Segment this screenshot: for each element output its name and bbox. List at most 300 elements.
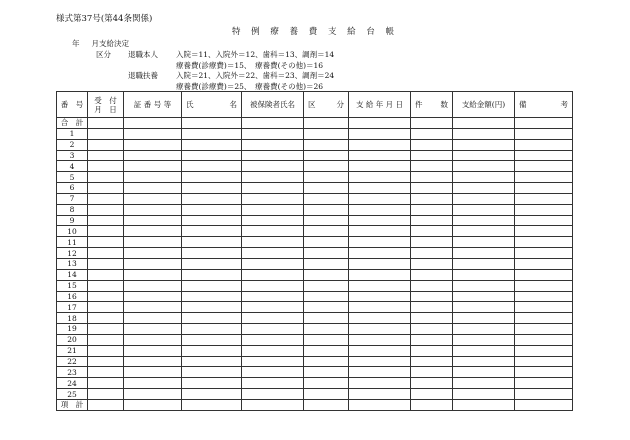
cell[interactable]	[242, 161, 304, 172]
cell[interactable]	[411, 258, 453, 269]
cell[interactable]	[88, 324, 124, 335]
cell[interactable]	[515, 183, 573, 194]
header-name	[182, 92, 242, 118]
table-row	[57, 389, 573, 400]
cell[interactable]	[304, 269, 349, 280]
cell[interactable]	[349, 183, 411, 194]
cell[interactable]	[304, 172, 349, 183]
cell[interactable]	[88, 118, 124, 129]
cell[interactable]	[453, 291, 515, 302]
cell[interactable]	[453, 389, 515, 400]
cell[interactable]	[88, 215, 124, 226]
cell[interactable]	[182, 280, 242, 291]
cell[interactable]	[182, 291, 242, 302]
cell[interactable]	[349, 291, 411, 302]
header-number: 番 号	[57, 92, 88, 118]
cell[interactable]	[242, 237, 304, 248]
table-row	[57, 258, 573, 269]
cell[interactable]	[124, 280, 182, 291]
cell[interactable]	[304, 204, 349, 215]
cell[interactable]	[182, 378, 242, 389]
cell[interactable]	[182, 399, 242, 410]
table-row	[57, 193, 573, 204]
cell[interactable]	[182, 193, 242, 204]
cell[interactable]	[88, 248, 124, 259]
cell[interactable]	[515, 248, 573, 259]
cell[interactable]	[411, 367, 453, 378]
cell[interactable]	[453, 248, 515, 259]
codes-retired-dependent-line2: 療養費(診療費)＝25、 療養費(その他)＝26	[176, 82, 324, 91]
cell[interactable]	[349, 334, 411, 345]
row-number: 15	[57, 280, 88, 291]
cell[interactable]	[124, 128, 182, 139]
cell[interactable]	[349, 204, 411, 215]
cell[interactable]	[411, 291, 453, 302]
cell[interactable]	[124, 367, 182, 378]
cell[interactable]	[242, 193, 304, 204]
decision-line	[72, 38, 129, 49]
cell[interactable]	[124, 193, 182, 204]
decision-year: 年	[72, 39, 80, 48]
header-certificate: 証 番 号 等	[124, 92, 182, 118]
cell[interactable]	[349, 324, 411, 335]
cell[interactable]	[88, 237, 124, 248]
cell[interactable]	[304, 128, 349, 139]
cell[interactable]	[88, 291, 124, 302]
cell[interactable]	[515, 367, 573, 378]
header-count-left: 件	[415, 100, 423, 109]
cell[interactable]	[242, 367, 304, 378]
cell[interactable]	[124, 118, 182, 129]
cell[interactable]	[124, 258, 182, 269]
cell[interactable]	[411, 193, 453, 204]
cell[interactable]	[515, 378, 573, 389]
cell[interactable]	[411, 139, 453, 150]
cell[interactable]	[242, 389, 304, 400]
cell[interactable]	[304, 356, 349, 367]
cell[interactable]	[411, 356, 453, 367]
cell[interactable]	[453, 128, 515, 139]
header-received-bottom: 月 日	[94, 104, 117, 114]
header-count-right: 数	[440, 100, 448, 109]
cell[interactable]	[411, 161, 453, 172]
cell[interactable]	[411, 389, 453, 400]
cell[interactable]	[182, 367, 242, 378]
cell[interactable]	[304, 291, 349, 302]
cell[interactable]	[124, 345, 182, 356]
cell[interactable]	[411, 280, 453, 291]
cell[interactable]	[304, 399, 349, 410]
cell[interactable]	[242, 269, 304, 280]
cell[interactable]	[124, 215, 182, 226]
cell[interactable]	[124, 324, 182, 335]
table-row	[57, 237, 573, 248]
cell[interactable]	[349, 226, 411, 237]
cell[interactable]	[411, 128, 453, 139]
cell[interactable]	[515, 193, 573, 204]
cell[interactable]	[349, 215, 411, 226]
cell[interactable]	[242, 258, 304, 269]
cell[interactable]	[304, 118, 349, 129]
cell[interactable]	[304, 161, 349, 172]
table-row	[57, 367, 573, 378]
cell[interactable]	[304, 389, 349, 400]
cell[interactable]	[349, 237, 411, 248]
cell[interactable]	[453, 334, 515, 345]
cell[interactable]	[515, 226, 573, 237]
cell[interactable]	[453, 345, 515, 356]
cell[interactable]	[515, 324, 573, 335]
cell[interactable]	[515, 389, 573, 400]
cell[interactable]	[453, 399, 515, 410]
cell[interactable]	[88, 183, 124, 194]
cell[interactable]	[349, 118, 411, 129]
cell[interactable]	[515, 128, 573, 139]
cell[interactable]	[515, 204, 573, 215]
cell[interactable]	[124, 139, 182, 150]
cell[interactable]	[453, 183, 515, 194]
header-payment-date: 支 給 年 月 日	[349, 92, 411, 118]
cell[interactable]	[182, 389, 242, 400]
cell[interactable]	[242, 291, 304, 302]
cell[interactable]	[349, 280, 411, 291]
cell[interactable]	[124, 248, 182, 259]
table-row	[57, 139, 573, 150]
cell[interactable]	[124, 356, 182, 367]
cell[interactable]	[515, 334, 573, 345]
cell[interactable]	[88, 378, 124, 389]
header-category-right: 分	[336, 100, 344, 109]
table-row	[57, 269, 573, 280]
cell[interactable]	[88, 172, 124, 183]
total-label: 合 計	[57, 118, 88, 129]
header-amount: 支給金額(円)	[453, 92, 515, 118]
cell[interactable]	[515, 150, 573, 161]
cell[interactable]	[88, 313, 124, 324]
row-number: 17	[57, 302, 88, 313]
cell[interactable]	[453, 367, 515, 378]
cell[interactable]	[453, 237, 515, 248]
cell[interactable]	[88, 302, 124, 313]
cell[interactable]	[453, 193, 515, 204]
cell[interactable]	[453, 150, 515, 161]
ledger-body	[57, 118, 573, 411]
cell[interactable]	[124, 204, 182, 215]
cell[interactable]	[349, 248, 411, 259]
table-row	[57, 128, 573, 139]
cell[interactable]	[515, 313, 573, 324]
cell[interactable]	[242, 128, 304, 139]
header-received-top: 受 付	[94, 95, 117, 105]
cell[interactable]	[88, 193, 124, 204]
cell[interactable]	[182, 302, 242, 313]
cell[interactable]	[515, 215, 573, 226]
cell[interactable]	[242, 280, 304, 291]
row-number: 24	[57, 378, 88, 389]
cell[interactable]	[515, 258, 573, 269]
cell[interactable]	[349, 345, 411, 356]
cell[interactable]	[411, 215, 453, 226]
cell[interactable]	[453, 204, 515, 215]
cell[interactable]	[88, 204, 124, 215]
cell[interactable]	[304, 345, 349, 356]
cell[interactable]	[411, 204, 453, 215]
cell[interactable]	[515, 291, 573, 302]
cell[interactable]	[515, 118, 573, 129]
cell[interactable]	[88, 150, 124, 161]
cell[interactable]	[182, 237, 242, 248]
row-number: 11	[57, 237, 88, 248]
cell[interactable]	[349, 150, 411, 161]
cell[interactable]	[242, 226, 304, 237]
cell[interactable]	[453, 172, 515, 183]
cell[interactable]	[411, 226, 453, 237]
table-row	[57, 324, 573, 335]
cell[interactable]	[182, 324, 242, 335]
cell[interactable]	[304, 302, 349, 313]
header-remarks	[515, 92, 573, 118]
cell[interactable]	[349, 389, 411, 400]
cell[interactable]	[242, 302, 304, 313]
cell[interactable]	[304, 193, 349, 204]
row-number: 23	[57, 367, 88, 378]
cell[interactable]	[453, 118, 515, 129]
cell[interactable]	[304, 183, 349, 194]
cell[interactable]	[182, 183, 242, 194]
header-name-right: 名	[229, 100, 237, 109]
cell[interactable]	[242, 356, 304, 367]
cell[interactable]	[182, 215, 242, 226]
row-number: 10	[57, 226, 88, 237]
cell[interactable]	[349, 302, 411, 313]
cell[interactable]	[349, 313, 411, 324]
cell[interactable]	[515, 269, 573, 280]
cell[interactable]	[242, 215, 304, 226]
cell[interactable]	[88, 280, 124, 291]
cell[interactable]	[88, 139, 124, 150]
cell[interactable]	[182, 172, 242, 183]
row-number: 14	[57, 269, 88, 280]
cell[interactable]	[242, 150, 304, 161]
cell[interactable]	[453, 161, 515, 172]
cell[interactable]	[453, 269, 515, 280]
cell[interactable]	[124, 150, 182, 161]
cell[interactable]	[182, 128, 242, 139]
cell[interactable]	[124, 313, 182, 324]
cell[interactable]	[242, 334, 304, 345]
table-row	[57, 215, 573, 226]
cell[interactable]	[182, 139, 242, 150]
cell[interactable]	[124, 334, 182, 345]
cell[interactable]	[411, 118, 453, 129]
cell[interactable]	[411, 345, 453, 356]
cell[interactable]	[304, 324, 349, 335]
cell[interactable]	[349, 193, 411, 204]
cell[interactable]	[411, 302, 453, 313]
cell[interactable]	[304, 280, 349, 291]
cell[interactable]	[242, 172, 304, 183]
table-row	[57, 313, 573, 324]
cell[interactable]	[88, 161, 124, 172]
subtotal-row	[57, 399, 573, 410]
cell[interactable]	[242, 204, 304, 215]
cell[interactable]	[124, 183, 182, 194]
row-number: 21	[57, 345, 88, 356]
cell[interactable]	[349, 161, 411, 172]
cell[interactable]	[349, 128, 411, 139]
cell[interactable]	[515, 172, 573, 183]
cell[interactable]	[349, 139, 411, 150]
cell[interactable]	[88, 269, 124, 280]
table-row	[57, 356, 573, 367]
row-number: 2	[57, 139, 88, 150]
cell[interactable]	[124, 161, 182, 172]
cell[interactable]	[88, 345, 124, 356]
table-row	[57, 150, 573, 161]
cell[interactable]	[124, 172, 182, 183]
cell[interactable]	[349, 378, 411, 389]
cell[interactable]	[304, 334, 349, 345]
cell[interactable]	[182, 356, 242, 367]
cell[interactable]	[453, 313, 515, 324]
cell[interactable]	[304, 139, 349, 150]
cell[interactable]	[304, 367, 349, 378]
cell[interactable]	[304, 237, 349, 248]
cell[interactable]	[124, 226, 182, 237]
cell[interactable]	[242, 183, 304, 194]
cell[interactable]	[453, 280, 515, 291]
classification-label: 区分	[96, 50, 111, 59]
cell[interactable]	[453, 139, 515, 150]
cell[interactable]	[349, 356, 411, 367]
cell[interactable]	[242, 378, 304, 389]
row-number: 7	[57, 193, 88, 204]
cell[interactable]	[124, 389, 182, 400]
cell[interactable]	[88, 258, 124, 269]
cell[interactable]	[182, 118, 242, 129]
cell[interactable]	[124, 399, 182, 410]
row-number: 20	[57, 334, 88, 345]
cell[interactable]	[515, 237, 573, 248]
cell[interactable]	[453, 226, 515, 237]
cell[interactable]	[453, 258, 515, 269]
cell[interactable]	[411, 172, 453, 183]
cell[interactable]	[453, 302, 515, 313]
cell[interactable]	[242, 313, 304, 324]
cell[interactable]	[124, 237, 182, 248]
cell[interactable]	[182, 345, 242, 356]
cell[interactable]	[242, 248, 304, 259]
cell[interactable]	[88, 389, 124, 400]
cell[interactable]	[242, 345, 304, 356]
cell[interactable]	[411, 248, 453, 259]
cell[interactable]	[124, 302, 182, 313]
header-insured: 被保険者氏名	[242, 92, 304, 118]
cell[interactable]	[349, 269, 411, 280]
cell[interactable]	[242, 118, 304, 129]
cell[interactable]	[411, 183, 453, 194]
row-number: 16	[57, 291, 88, 302]
cell[interactable]	[88, 367, 124, 378]
header-category-left: 区	[308, 100, 316, 109]
cell[interactable]	[242, 324, 304, 335]
cell[interactable]	[304, 258, 349, 269]
subtotal-label: 項 計	[57, 399, 88, 410]
cell[interactable]	[411, 313, 453, 324]
cell[interactable]	[453, 378, 515, 389]
cell[interactable]	[124, 291, 182, 302]
cell[interactable]	[304, 226, 349, 237]
cell[interactable]	[411, 334, 453, 345]
cell[interactable]	[88, 334, 124, 345]
cell[interactable]	[124, 269, 182, 280]
cell[interactable]	[453, 356, 515, 367]
total-row	[57, 118, 573, 129]
cell[interactable]	[411, 378, 453, 389]
table-row	[57, 248, 573, 259]
cell[interactable]	[182, 258, 242, 269]
cell[interactable]	[411, 269, 453, 280]
cell[interactable]	[182, 226, 242, 237]
cell[interactable]	[515, 399, 573, 410]
cell[interactable]	[304, 248, 349, 259]
cell[interactable]	[182, 161, 242, 172]
cell[interactable]	[349, 258, 411, 269]
cell[interactable]	[88, 128, 124, 139]
cell[interactable]	[515, 161, 573, 172]
cell[interactable]	[242, 139, 304, 150]
cell[interactable]	[515, 139, 573, 150]
cell[interactable]	[304, 215, 349, 226]
cell[interactable]	[182, 204, 242, 215]
cell[interactable]	[515, 345, 573, 356]
cell[interactable]	[411, 399, 453, 410]
row-number: 5	[57, 172, 88, 183]
cell[interactable]	[349, 172, 411, 183]
cell[interactable]	[304, 378, 349, 389]
codes-retired-self-line1: 入院＝11、入院外＝12、歯科＝13、調剤＝14	[176, 50, 335, 59]
table-row	[57, 172, 573, 183]
cell[interactable]	[411, 237, 453, 248]
cell[interactable]	[411, 324, 453, 335]
cell[interactable]	[124, 378, 182, 389]
row-number: 1	[57, 128, 88, 139]
cell[interactable]	[453, 324, 515, 335]
table-row	[57, 378, 573, 389]
cell[interactable]	[304, 313, 349, 324]
cell[interactable]	[515, 302, 573, 313]
cell[interactable]	[349, 399, 411, 410]
cell[interactable]	[182, 269, 242, 280]
cell[interactable]	[182, 334, 242, 345]
row-number: 13	[57, 258, 88, 269]
cell[interactable]	[88, 399, 124, 410]
cell[interactable]	[304, 150, 349, 161]
cell[interactable]	[515, 280, 573, 291]
cell[interactable]	[411, 150, 453, 161]
cell[interactable]	[182, 150, 242, 161]
category-retired-self: 退職本人	[128, 50, 158, 59]
cell[interactable]	[515, 356, 573, 367]
cell[interactable]	[242, 399, 304, 410]
cell[interactable]	[88, 226, 124, 237]
cell[interactable]	[182, 248, 242, 259]
row-number: 22	[57, 356, 88, 367]
cell[interactable]	[453, 215, 515, 226]
cell[interactable]	[88, 356, 124, 367]
cell[interactable]	[349, 367, 411, 378]
cell[interactable]	[182, 313, 242, 324]
